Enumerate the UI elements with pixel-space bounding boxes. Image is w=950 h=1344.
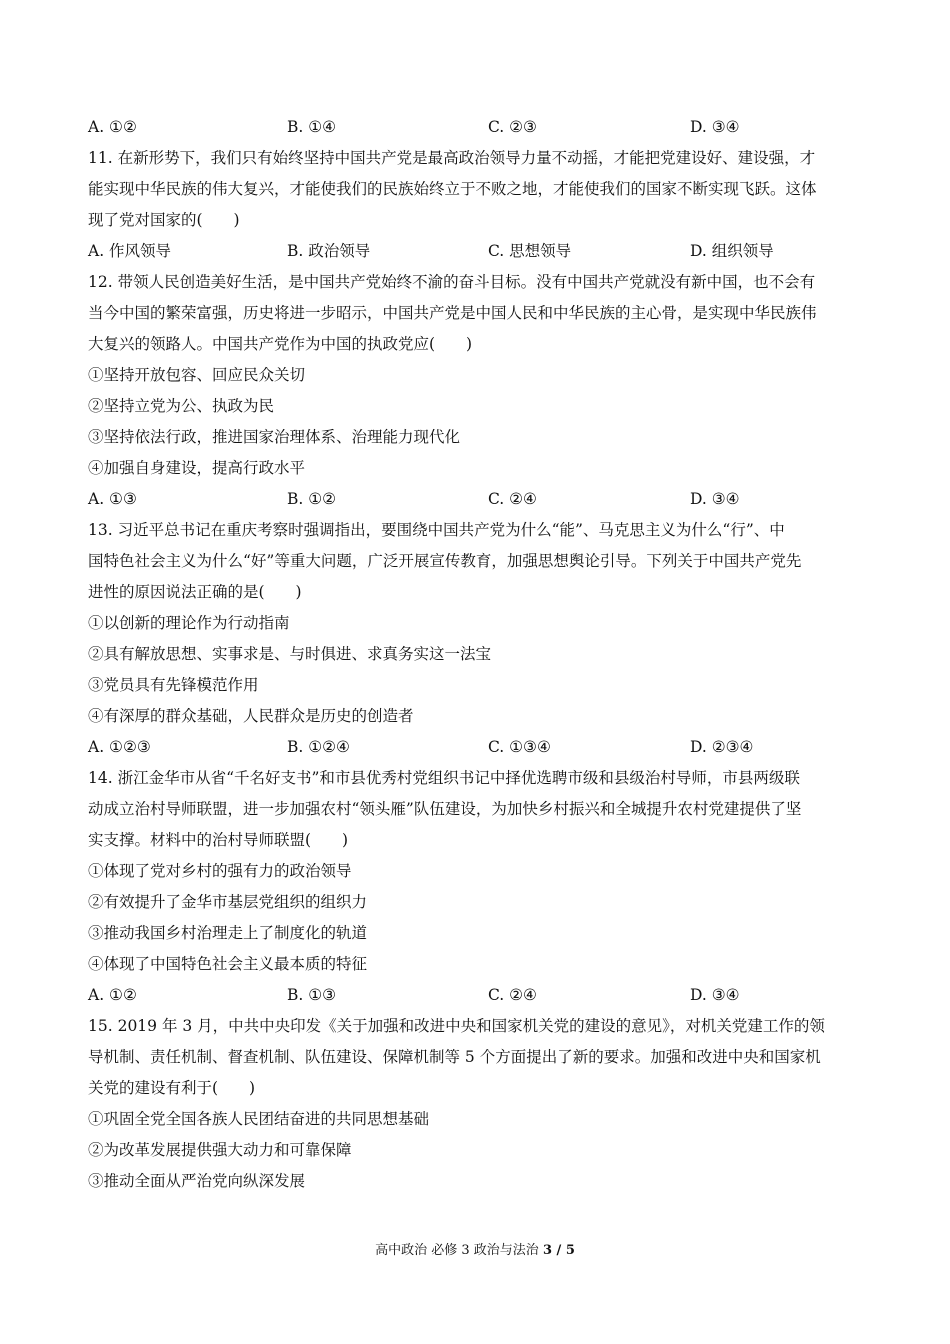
q13-statement: ②具有解放思想、实事求是、与时俱进、求真务实这一法宝 bbox=[88, 645, 492, 663]
q14-options bbox=[88, 980, 868, 1011]
q10-option-b: B. ①④ bbox=[287, 118, 337, 136]
q12-stem-line: 12. 带领人民创造美好生活，是中国共产党始终不渝的奋斗目标。没有中国共产党就没有新中国，也不会有 bbox=[88, 273, 816, 291]
footer-page-total: 5 bbox=[565, 1243, 575, 1258]
q14-option-b: B. ①③ bbox=[287, 986, 337, 1004]
q11-options bbox=[88, 236, 868, 267]
q12-statement: ④加强自身建设，提高行政水平 bbox=[88, 459, 306, 477]
q12-statement: ②坚持立党为公、执政为民 bbox=[88, 397, 275, 415]
q12-option-d: D. ③④ bbox=[690, 490, 740, 508]
q11-option-a: A. 作风领导 bbox=[88, 242, 172, 260]
q14-stem-line: 实支撑。材料中的治村导师联盟( ) bbox=[88, 831, 349, 849]
question-14 bbox=[88, 763, 868, 1011]
footer-separator: / bbox=[552, 1243, 566, 1258]
q13-options bbox=[88, 732, 868, 763]
q15-stem-line: 关党的建设有利于( ) bbox=[88, 1079, 256, 1097]
q11-option-b: B. 政治领导 bbox=[287, 242, 371, 260]
q13-stem-line: 国特色社会主义为什么“好”等重大问题，广泛开展宣传教育，加强思想舆论引导。下列关于中国共产党先 bbox=[88, 552, 802, 570]
q13-option-d: D. ②③④ bbox=[690, 738, 754, 756]
footer-page-number: 3 bbox=[542, 1243, 552, 1258]
q12-statement: ①坚持开放包容、回应民众关切 bbox=[88, 366, 306, 384]
q14-statement: ③推动我国乡村治理走上了制度化的轨道 bbox=[88, 924, 368, 942]
q11-stem-line: 11. 在新形势下，我们只有始终坚持中国共产党是最高政治领导力量不动摇，才能把党建设好、建设强，才 bbox=[88, 149, 816, 167]
q13-option-c: C. ①③④ bbox=[488, 738, 551, 756]
question-13 bbox=[88, 515, 868, 763]
q13-option-b: B. ①②④ bbox=[287, 738, 350, 756]
exam-page bbox=[88, 112, 868, 1197]
q11-stem-line: 能实现中华民族的伟大复兴，才能使我们的民族始终立于不败之地，才能使我们的国家不断实现飞跃。这体 bbox=[88, 180, 817, 198]
q10-option-c: C. ②③ bbox=[488, 118, 537, 136]
q12-stem-line: 大复兴的领路人。中国共产党作为中国的执政党应( ) bbox=[88, 335, 473, 353]
q12-options bbox=[88, 484, 868, 515]
page-footer bbox=[0, 1241, 950, 1261]
q10-options bbox=[88, 112, 868, 143]
q14-statement: ②有效提升了金华市基层党组织的组织力 bbox=[88, 893, 368, 911]
q11-stem-line: 现了党对国家的( ) bbox=[88, 211, 240, 229]
q14-statement: ④体现了中国特色社会主义最本质的特征 bbox=[88, 955, 368, 973]
footer-title: 高中政治 必修 3 政治与法治 bbox=[375, 1243, 543, 1258]
question-12 bbox=[88, 267, 868, 515]
q14-option-d: D. ③④ bbox=[690, 986, 740, 1004]
q15-statement: ③推动全面从严治党向纵深发展 bbox=[88, 1172, 306, 1190]
q13-stem-line: 进性的原因说法正确的是( ) bbox=[88, 583, 302, 601]
q11-option-d: D. 组织领导 bbox=[690, 242, 774, 260]
q12-option-c: C. ②④ bbox=[488, 490, 537, 508]
q10-option-a: A. ①② bbox=[88, 118, 137, 136]
q14-stem-line: 动成立治村导师联盟，进一步加强农村“领头雁”队伍建设，为加快乡村振兴和全城提升农村党建提供了坚 bbox=[88, 800, 802, 818]
q15-statement: ②为改革发展提供强大动力和可靠保障 bbox=[88, 1141, 352, 1159]
q12-option-b: B. ①② bbox=[287, 490, 337, 508]
q15-statement: ①巩固全党全国各族人民团结奋进的共同思想基础 bbox=[88, 1110, 430, 1128]
q11-option-c: C. 思想领导 bbox=[488, 242, 572, 260]
q12-stem-line: 当今中国的繁荣富强，历史将进一步昭示，中国共产党是中国人民和中华民族的主心骨，是实现中华民族伟 bbox=[88, 304, 817, 322]
q14-option-a: A. ①② bbox=[88, 986, 137, 1004]
q14-statement: ①体现了党对乡村的强有力的政治领导 bbox=[88, 862, 352, 880]
q13-option-a: A. ①②③ bbox=[88, 738, 151, 756]
question-15 bbox=[88, 1011, 868, 1197]
q14-stem-line: 14. 浙江金华市从省“千名好支书”和市县优秀村党组织书记中择优选聘市级和县级治村导师，市县两级联 bbox=[88, 769, 800, 787]
q13-statement: ④有深厚的群众基础，人民群众是历史的创造者 bbox=[88, 707, 414, 725]
q10-option-d: D. ③④ bbox=[690, 118, 740, 136]
q13-statement: ①以创新的理论作为行动指南 bbox=[88, 614, 290, 632]
q13-stem-line: 13. 习近平总书记在重庆考察时强调指出，要围绕中国共产党为什么“能”、马克思主义为什么“行”、中 bbox=[88, 521, 785, 539]
q15-stem-line: 15. 2019 年 3 月，中共中央印发《关于加强和改进中央和国家机关党的建设的意见》，对机关党建工作的领 bbox=[88, 1017, 825, 1035]
q15-stem-line: 导机制、责任机制、督查机制、队伍建设、保障机制等 5 个方面提出了新的要求。加强和改进中央和国家机 bbox=[88, 1048, 821, 1066]
question-11 bbox=[88, 143, 868, 267]
q14-option-c: C. ②④ bbox=[488, 986, 537, 1004]
q13-statement: ③党员具有先锋模范作用 bbox=[88, 676, 259, 694]
q12-statement: ③坚持依法行政，推进国家治理体系、治理能力现代化 bbox=[88, 428, 461, 446]
q12-option-a: A. ①③ bbox=[88, 490, 137, 508]
